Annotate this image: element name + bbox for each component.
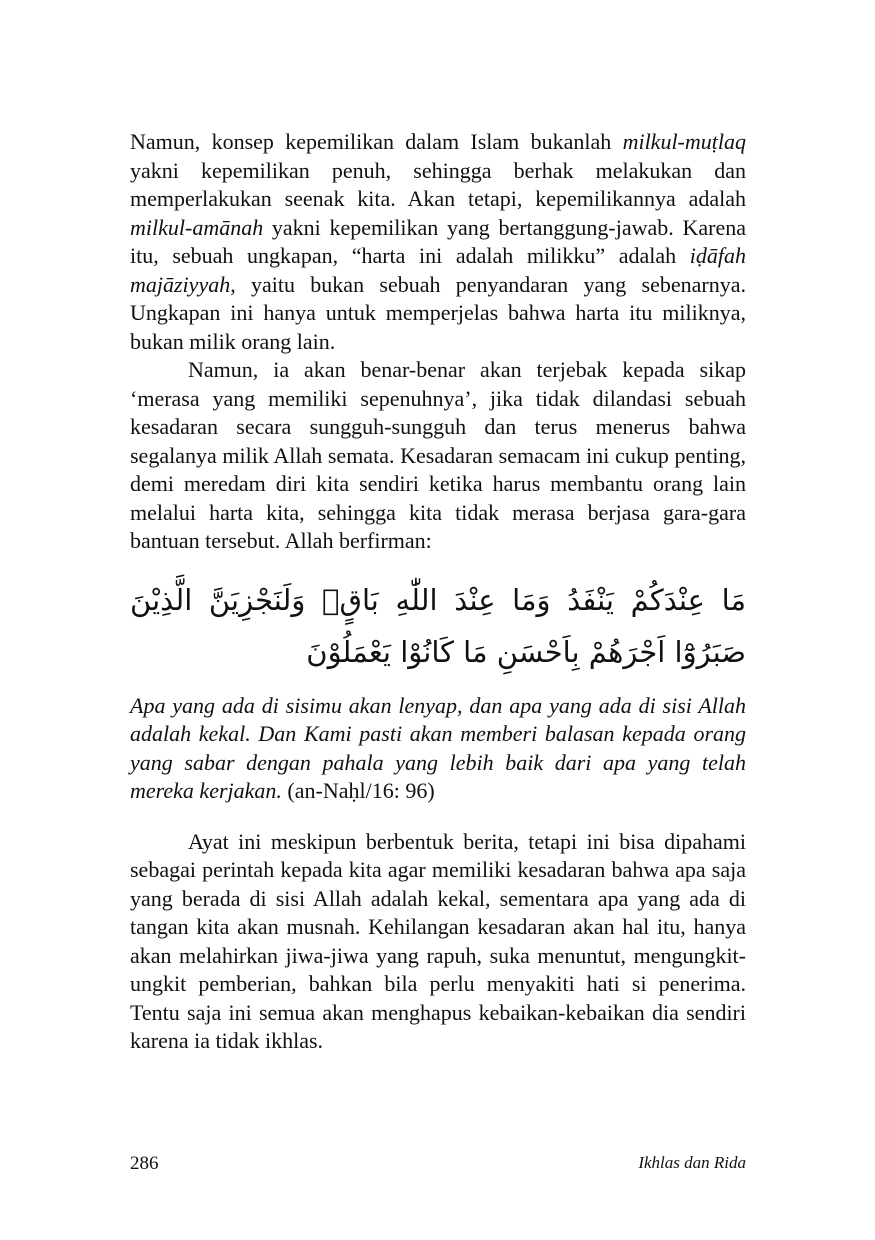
paragraph-konsep-kepemilikan [130, 128, 746, 356]
text-span: Namun, konsep kepemilikan dalam Islam bukanlah [130, 129, 623, 154]
running-title: Ikhlas dan Rida [638, 1153, 746, 1172]
text-span: yakni kepemilikan penuh, sehingga berhak melakukan dan memperlakukan seenak kita. Akan tetapi, kepemilikannya adalah [130, 157, 746, 211]
verse-reference: (an-Naḥl/16: 96) [287, 778, 435, 803]
translation-text: Apa yang ada di sisimu akan lenyap, dan apa yang ada di sisi Allah adalah kekal. Dan Kami pasti akan memberi balasan kepada orang yang sabar dengan pahala yang lebih baik dari apa yang telah mereka kerjakan. [130, 692, 746, 803]
text-span: yakni kepemilikan yang bertanggung-jawab. Karena itu, sebuah ungkapan, “harta ini adalah milikku” adalah [130, 214, 746, 268]
paragraph-kesadaran: Namun, ia akan benar-benar akan terjebak kepada sikap ‘merasa yang memiliki sepenuhnya’, jika tidak dilandasi sebuah kesadaran secara sungguh-sungguh dan terus menerus bahwa segalanya milik Allah semata. Kesadaran semacam ini cukup penting, demi meredam diri kita sendiri ketika harus membantu orang lain melalui harta kita, sehingga kita tidak merasa berjasa gara-gara bantuan tersebut. Allah berfirman: [130, 357, 746, 553]
verse-translation [130, 692, 746, 806]
term-milkul-amanah: milkul-amānah [130, 214, 264, 240]
page-number: 286 [130, 1153, 159, 1174]
arabic-verse: مَا عِنْدَكُمْ يَنْفَدُ وَمَا عِنْدَ اللّٰهِ بَاقٍۗ وَلَنَجْزِيَنَّ الَّذِيْنَ صَبَرُوْٓا اَجْرَهُمْ بِاَحْسَنِ مَا كَانُوْا يَعْمَلُوْنَ [130, 582, 746, 669]
paragraph-ayat-ini: Ayat ini meskipun berbentuk berita, tetapi ini bisa dipahami sebagai perintah kepada kita agar memiliki kesadaran bahwa apa saja yang berada di sisi Allah adalah kekal, sementara apa yang ada di tangan kita akan musnah. Kehilangan kesadaran akan hal itu, hanya akan melahirkan jiwa-jiwa yang rapuh, suka menuntut, mengungkit-ungkit pemberian, bahkan bila perlu menyakiti hati si penerima. Tentu saja ini semua akan menghapus kebaikan-kebaikan dia sendiri karena ia tidak ikhlas. [130, 828, 746, 1053]
term-milkul-mutlaq: milkul-muṭlaq [622, 129, 746, 154]
text-span: , yaitu bukan sebuah penyandaran yang sebenarnya. Ungkapan ini hanya untuk memperjelas bahwa harta itu miliknya, bukan milik orang lain. [130, 271, 746, 354]
page-body [130, 128, 746, 1056]
term-idafah-majaziyyah: iḍāfah majāziyyah [130, 243, 746, 297]
